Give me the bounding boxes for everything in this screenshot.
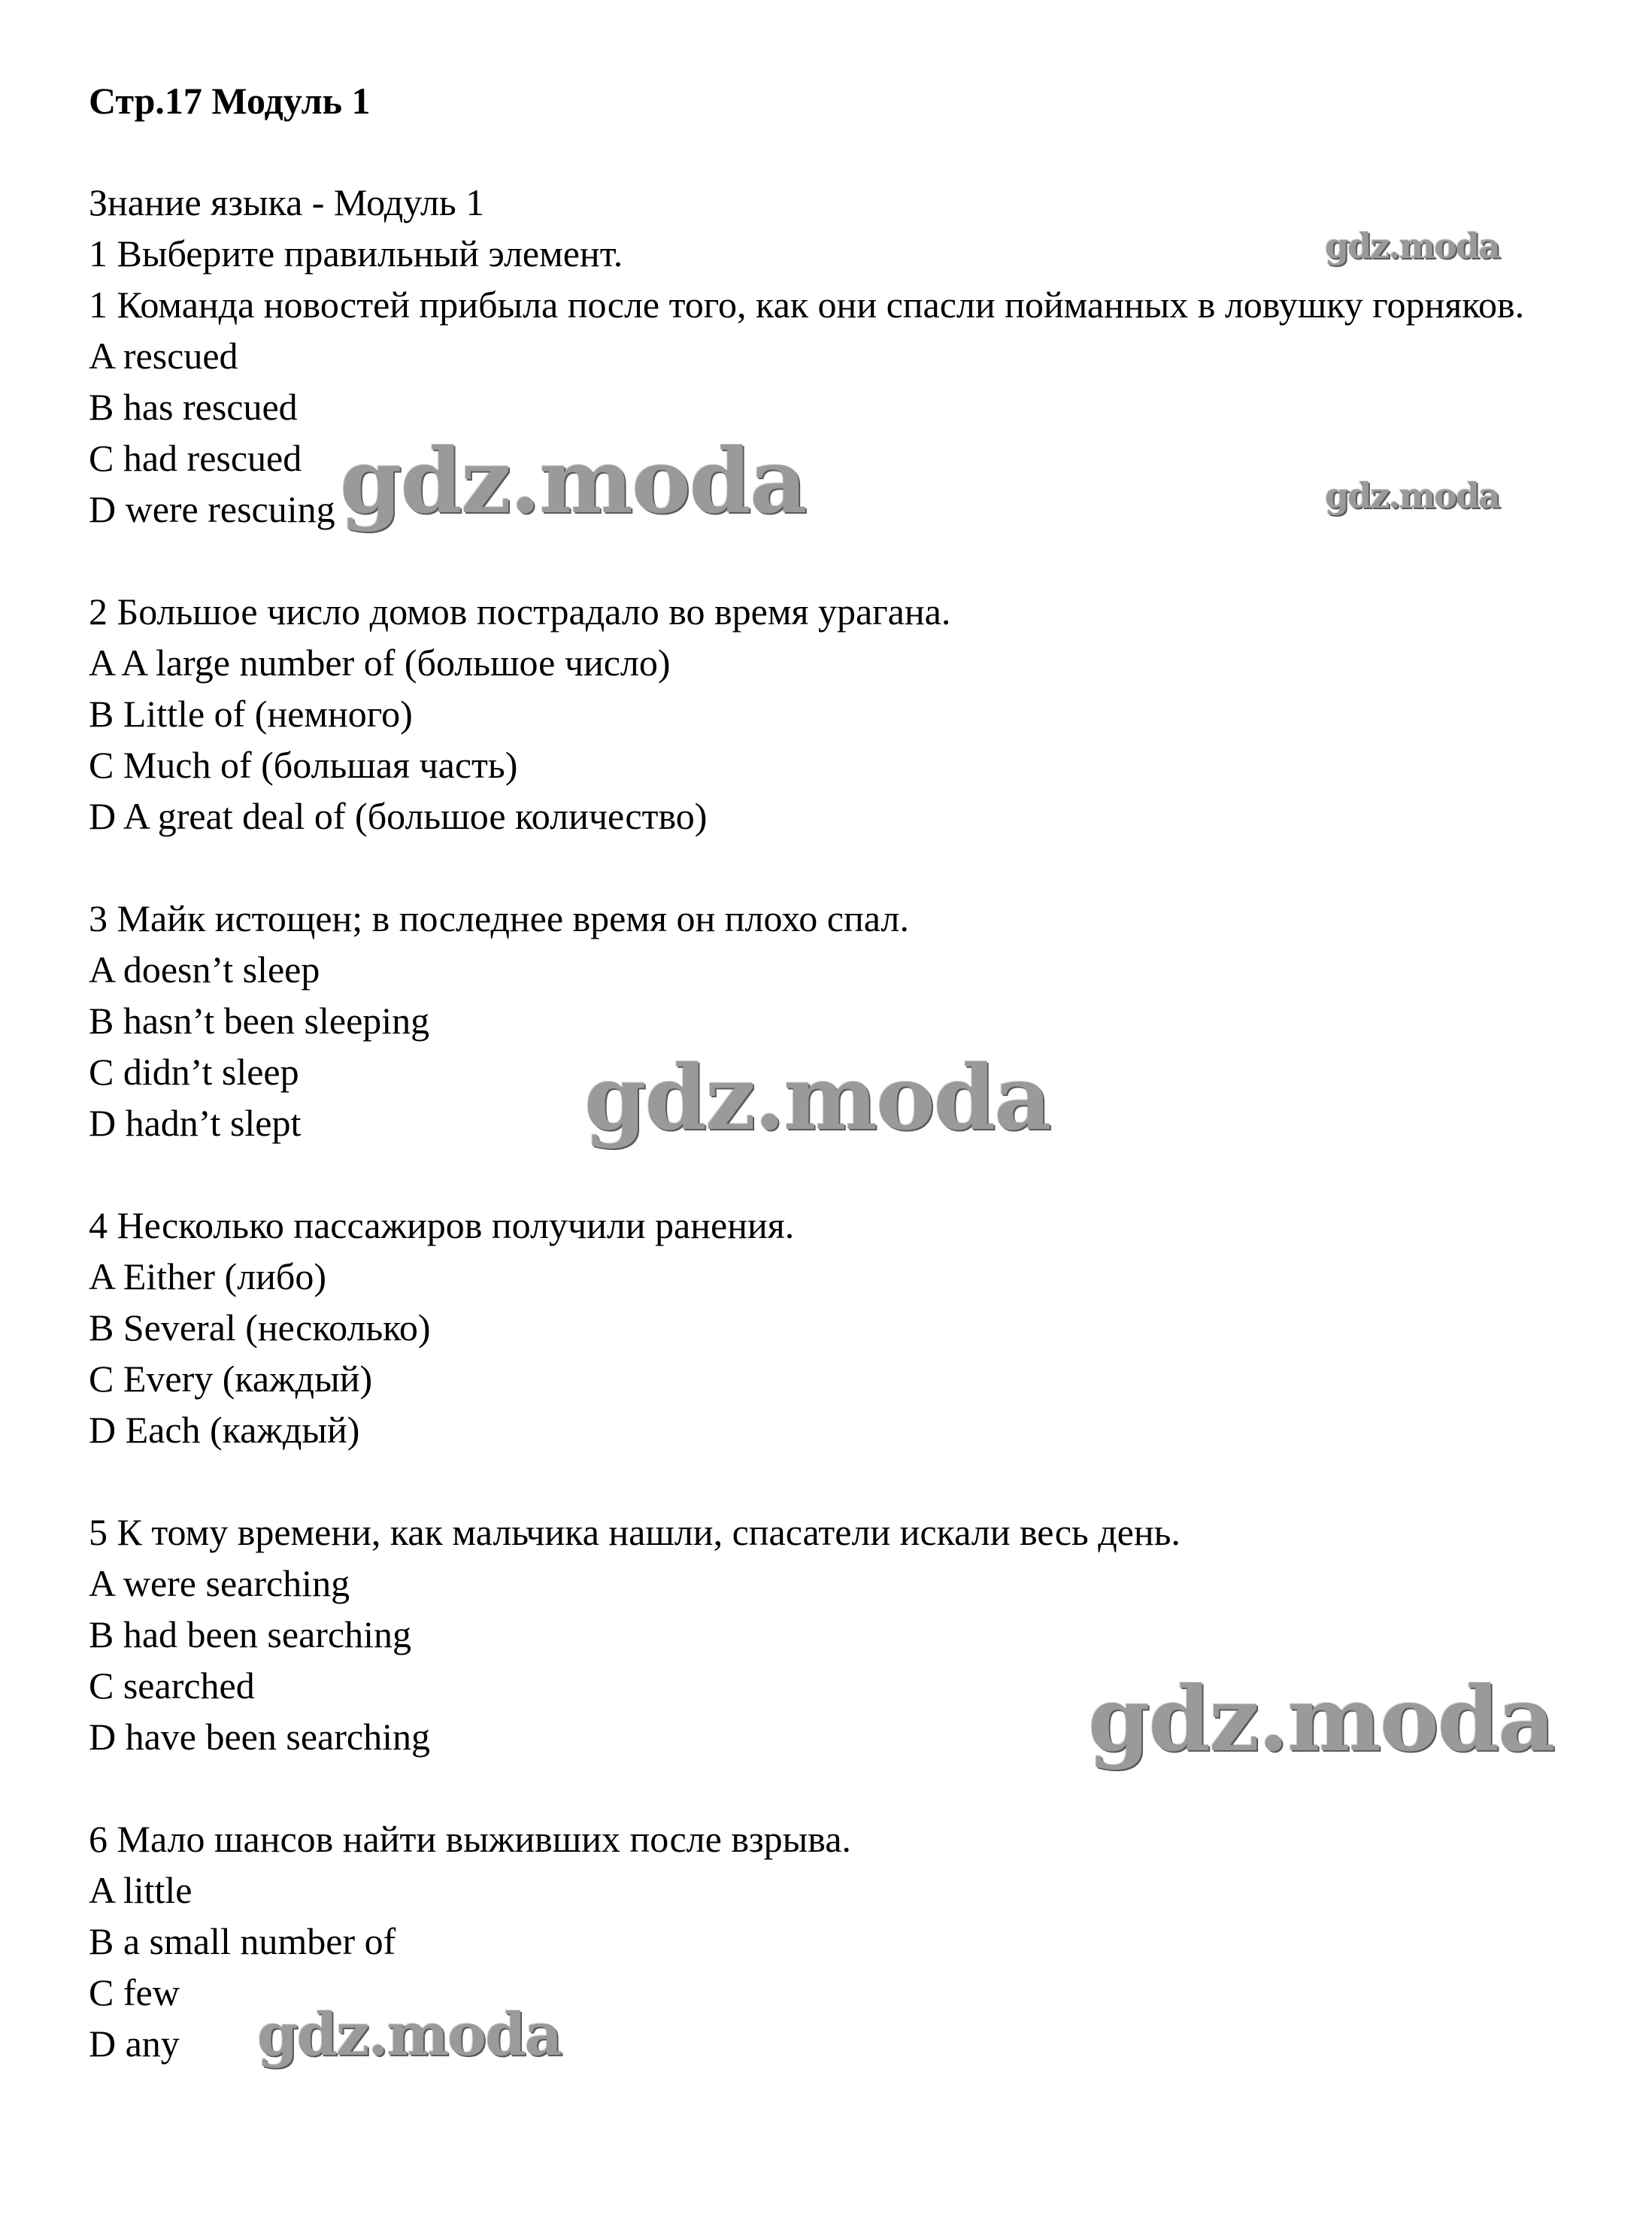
option-c: C Every (каждый) (89, 1358, 373, 1400)
option-a: A rescued (89, 335, 238, 377)
option-b: B has rescued (89, 386, 298, 428)
option-a: A little (89, 1869, 192, 1911)
option-b: B hasn’t been sleeping (89, 1000, 430, 1042)
option-b: B a small number of (89, 1920, 396, 1962)
option-b: B Little of (немного) (89, 693, 413, 735)
watermark-logo: gdz.moda (340, 429, 806, 533)
question-2 (89, 586, 1564, 842)
question-prompt: 1 Команда новостей прибыла после того, как они спасли пойманных в ловушку горняков. (89, 284, 1525, 326)
question-prompt: 3 Майк истощен; в последнее время он плохо спал. (89, 897, 909, 939)
option-d: D were rescuing (89, 488, 335, 530)
option-d: D A great deal of (большое количество) (89, 795, 708, 837)
question-prompt: 5 К тому времени, как мальчика нашли, спасатели искали весь день. (89, 1511, 1181, 1553)
option-d: D any (89, 2022, 180, 2065)
section-title: Знание языка - Модуль 1 (89, 181, 485, 223)
question-prompt: 2 Большое число домов пострадало во время урагана. (89, 590, 951, 633)
watermark-logo: gdz.moda (1325, 226, 1499, 266)
question-prompt: 4 Несколько пассажиров получили ранения. (89, 1204, 795, 1246)
question-4 (89, 1200, 1564, 1455)
page-title: Стр.17 Модуль 1 (89, 80, 371, 122)
option-a: A A large number of (большое число) (89, 642, 671, 684)
option-a: A Either (либо) (89, 1255, 326, 1297)
option-b: B Several (несколько) (89, 1306, 431, 1349)
watermark-logo: gdz.moda (1325, 475, 1499, 516)
option-c: C few (89, 1971, 180, 2013)
option-c: C didn’t sleep (89, 1051, 299, 1093)
option-d: D hadn’t slept (89, 1102, 302, 1144)
option-c: C searched (89, 1664, 255, 1707)
option-a: A were searching (89, 1562, 350, 1604)
option-d: D Each (каждый) (89, 1409, 360, 1451)
option-a: A doesn’t sleep (89, 948, 320, 991)
watermark-logo: gdz.moda (584, 1045, 1050, 1150)
option-c: C had rescued (89, 437, 302, 479)
option-d: D have been searching (89, 1716, 430, 1758)
option-c: C Much of (большая часть) (89, 744, 518, 786)
option-b: B had been searching (89, 1613, 412, 1655)
watermark-logo: gdz.moda (1088, 1667, 1554, 1771)
question-prompt: 6 Мало шансов найти выживших после взрыва. (89, 1818, 851, 1860)
watermark-logo: gdz.moda (257, 2001, 562, 2069)
task-instruction: 1 Выберите правильный элемент. (89, 232, 623, 275)
